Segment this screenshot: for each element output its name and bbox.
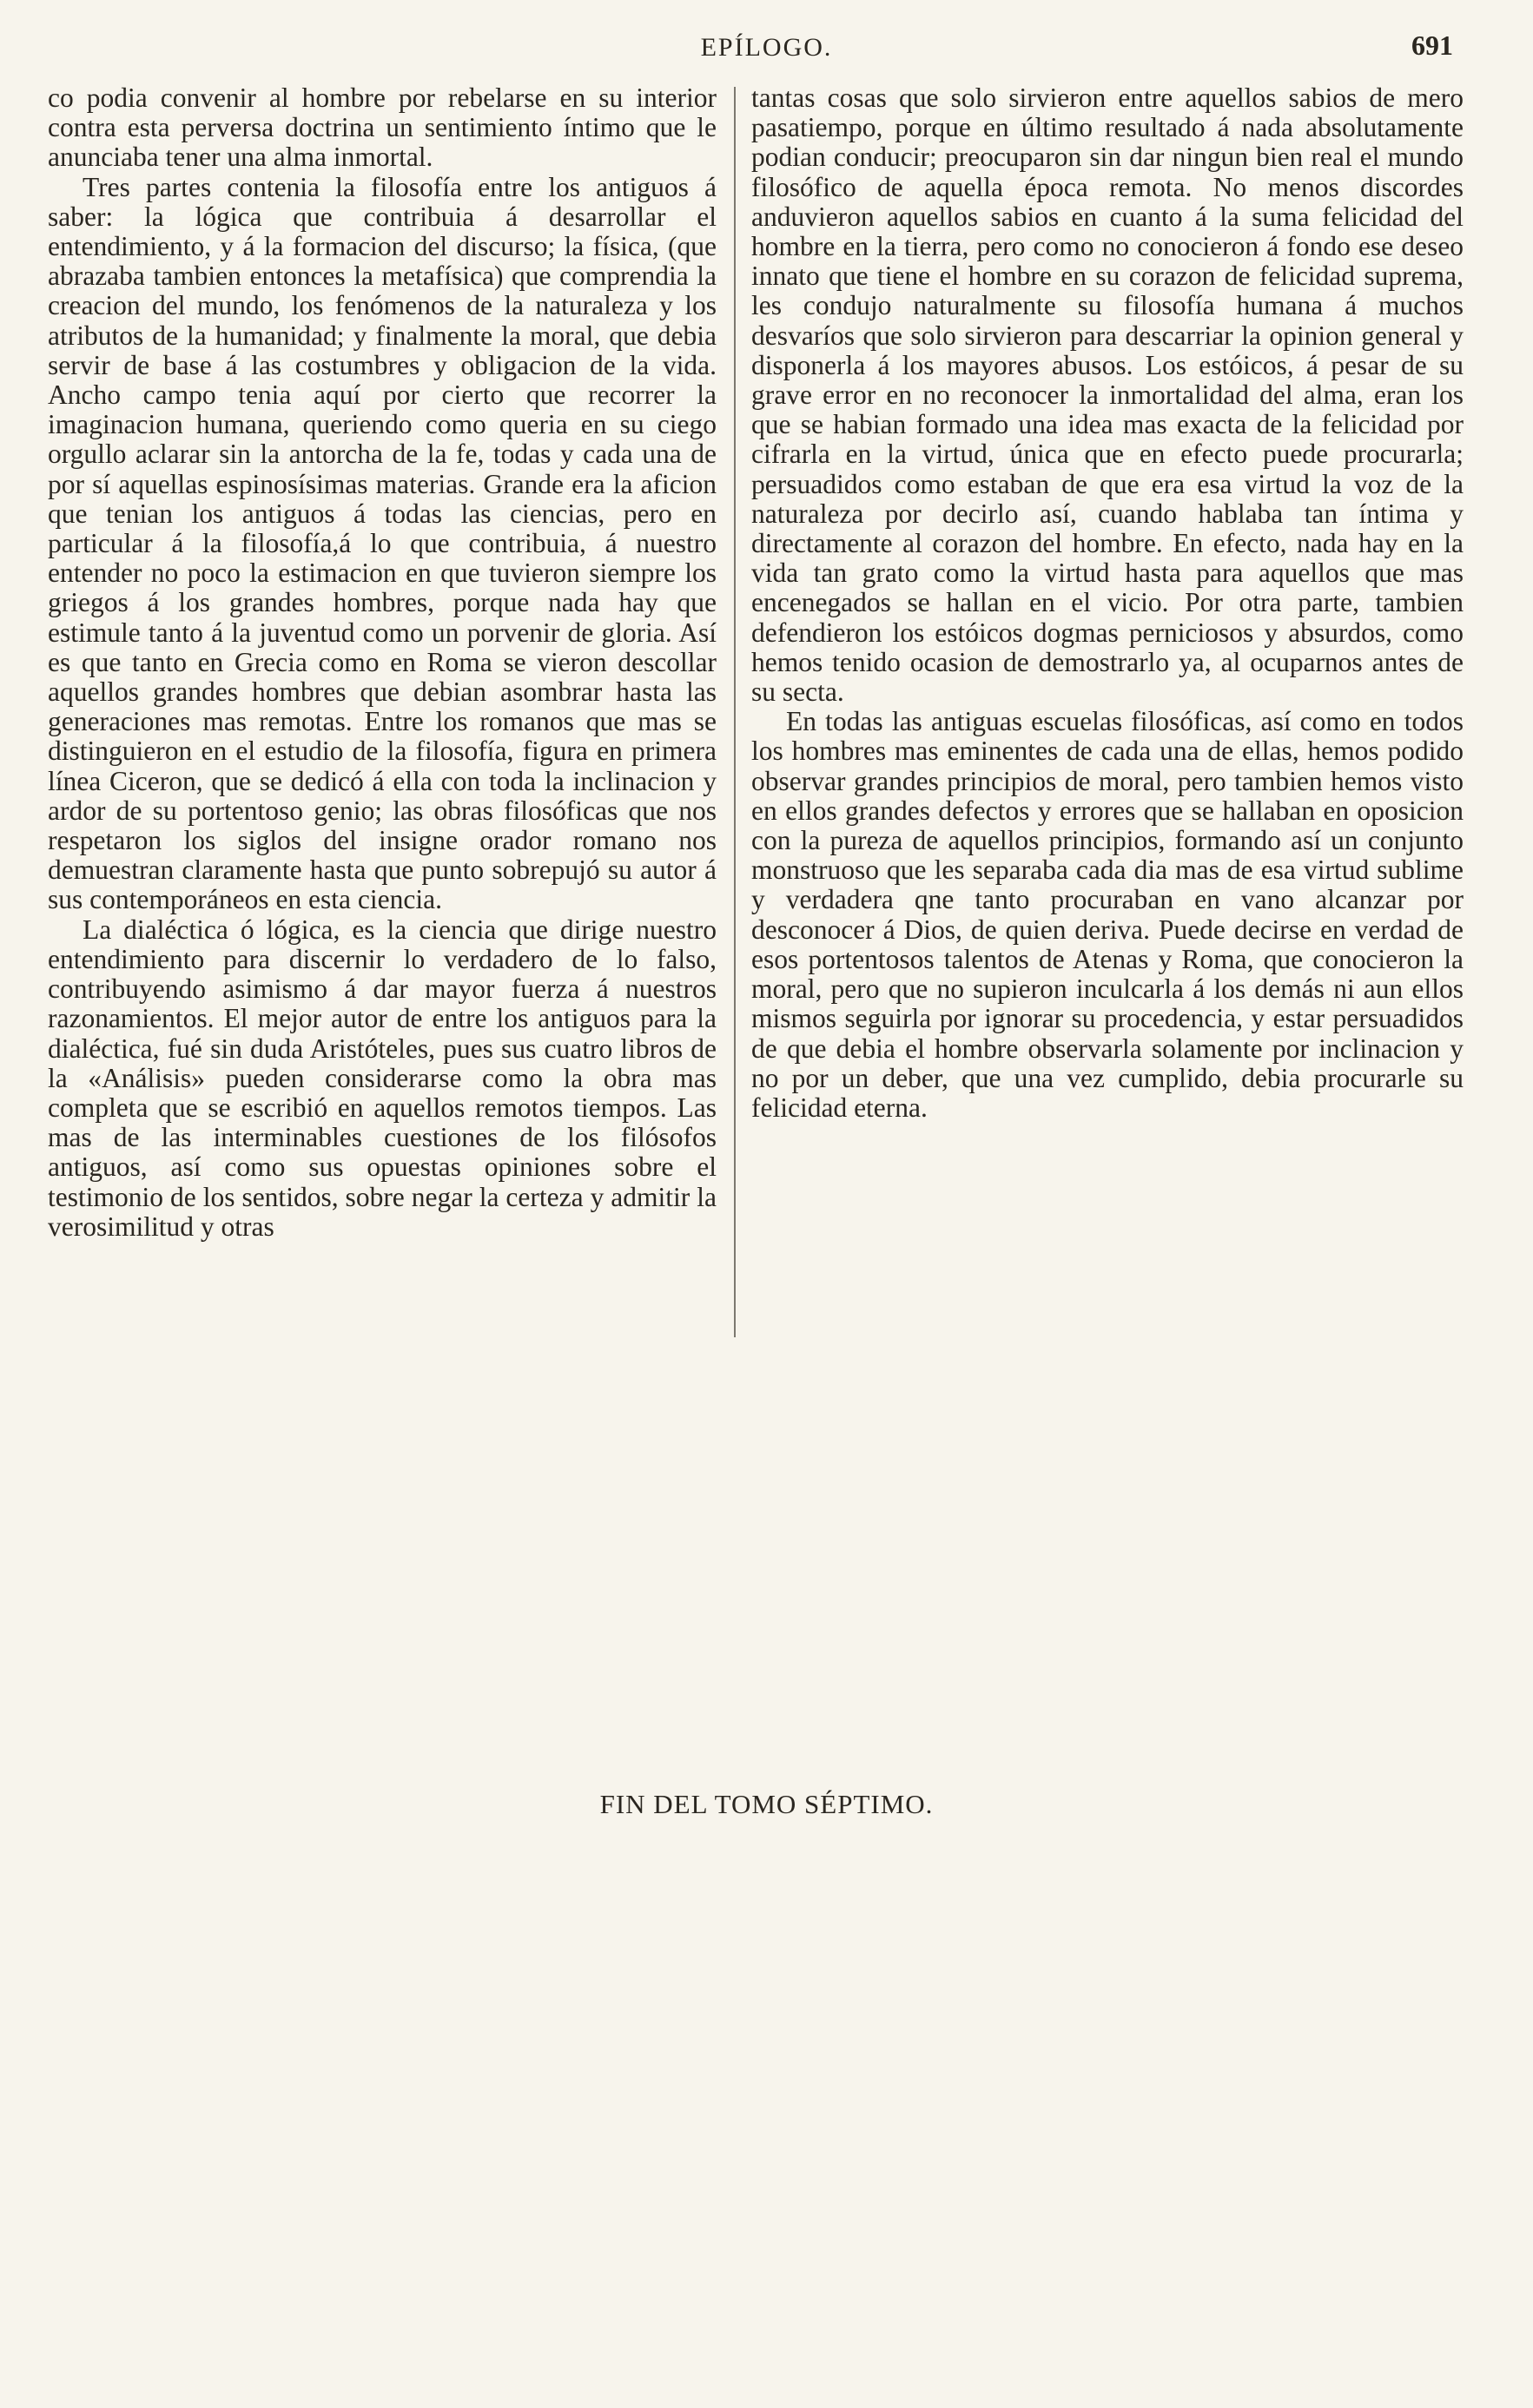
left-text-column (48, 83, 717, 1242)
column-divider-rule (734, 87, 736, 1337)
right-paragraph-2: En todas las antiguas escuelas filosóficas, así como en todos los hombres mas eminentes de cada una de ellas, hemos podido observar grandes principios de moral, pero tambien hemos visto en ellos grandes defectos y errores que se hallaban en oposicion con la pureza de aquellos principios, formando así un conjunto monstruoso que les separaba cada dia mas de esa virtud sublime y verdadera qne tanto procuraban en vano alcanzar por desconocer á Dios, de quien deriva. Puede decirse en verdad de esos portentosos talentos de Atenas y Roma, que conocieron la moral, pero que no supieron inculcarla á los demás ni aun ellos mismos seguirla por ignorar su procedencia, y estar persuadidos de que debia el hombre observarla solamente por inclinacion y no por un deber, que una vez cumplido, debia procurarle su felicidad eterna. (751, 706, 1464, 1123)
left-paragraph-1: co podia convenir al hombre por rebelarse en su interior contra esta perversa doctrina un sentimiento íntimo que le anunciaba tener una alma inmortal. (48, 82, 717, 173)
left-paragraph-3: La dialéctica ó lógica, es la ciencia que dirige nuestro entendimiento para discernir lo verdadero de lo falso, contribuyendo asimismo á dar mayor fuerza á nuestros razonamientos. El mejor autor de entre los antiguos para la dialéctica, fué sin duda Aristóteles, pues sus cuatro libros de la «Análisis» pueden considerarse como la obra mas completa que se escribió en aquellos remotos tiempos. Las mas de las interminables cuestiones de los filósofos antiguos, así como sus opuestas opiniones sobre el testimonio de los sentidos, sobre negar la certeza y admitir la verosimilitud y otras (48, 914, 717, 1242)
running-header-title: EPÍLOGO. (700, 33, 833, 62)
left-paragraph-2: Tres partes contenia la filosofía entre los antiguos á saber: la lógica que contribuia á desarrollar el entendimiento, y á la formacion del discurso; la física, (que abrazaba tambien entonces la metafísica) que comprendia la creacion del mundo, los fenómenos de la naturaleza y los atributos de la humanidad; y finalmente la moral, que debia servir de base á las costumbres y obligacion de la vida. Ancho campo tenia aquí por cierto que recorrer la imaginacion humana, queriendo como queria en su ciego orgullo aclarar sin la antorcha de la fe, todas y cada una de por sí aquellas espinosísimas materias. Grande era la aficion que tenian los antiguos á todas las ciencias, pero en particular á la filosofía,á lo que contribuia, á nuestro entender no poco la estimacion en que tuvieron siempre los griegos á los grandes hombres, porque nada hay que estimule tanto á la juventud como un porvenir de gloria. Así es que tanto en Grecia como en Roma se vieron descollar aquellos grandes hombres que debian asombrar hasta las generaciones mas remotas. Entre los romanos que mas se distinguieron en el estudio de la filosofía, figura en primera línea Ciceron, que se dedicó á ella con toda la inclinacion y ardor de su portentoso genio; las obras filosóficas que nos respetaron los siglos del insigne orador romano nos demuestran claramente hasta que punto sobrepujó su autor á sus contemporáneos en esta ciencia. (48, 171, 717, 915)
right-paragraph-1: tantas cosas que solo sirvieron entre aquellos sabios de mero pasatiempo, porque en último resultado á nada absolutamente podian conducir; preocuparon sin dar ningun bien real el mundo filosófico de aquella época remota. No menos discordes anduvieron aquellos sabios en cuanto á la suma felicidad del hombre en la tierra, pero como no conocieron á fondo ese deseo innato que tiene el hombre en su corazon de felicidad suprema, les condujo naturalmente su filosofía humana á muchos desvaríos que solo sirvieron para descarriar la opinion general y disponerla á los mayores abusos. Los estóicos, á pesar de su grave error en no reconocer la inmortalidad del alma, eran los que se habian formado una idea mas exacta de la felicidad por cifrarla en la virtud, única que en efecto puede procurarla; persuadidos como estaban de que era esa virtud la voz de la naturaleza por decirlo así, cuando hablaba tan íntima y directamente al corazon del hombre. En efecto, nada hay en la vida tan grato como la virtud hasta para aquellos que mas encenegados se hallan en el vicio. Por otra parte, tambien defendieron los estóicos dogmas perniciosos y absurdos, como hemos tenido ocasion de demostrarlo ya, al ocuparnos antes de su secta. (751, 82, 1464, 708)
page-number: 691 (1411, 30, 1453, 61)
right-text-column (751, 83, 1464, 1123)
end-of-volume-note: FIN DEL TOMO SÉPTIMO. (599, 1789, 934, 1819)
